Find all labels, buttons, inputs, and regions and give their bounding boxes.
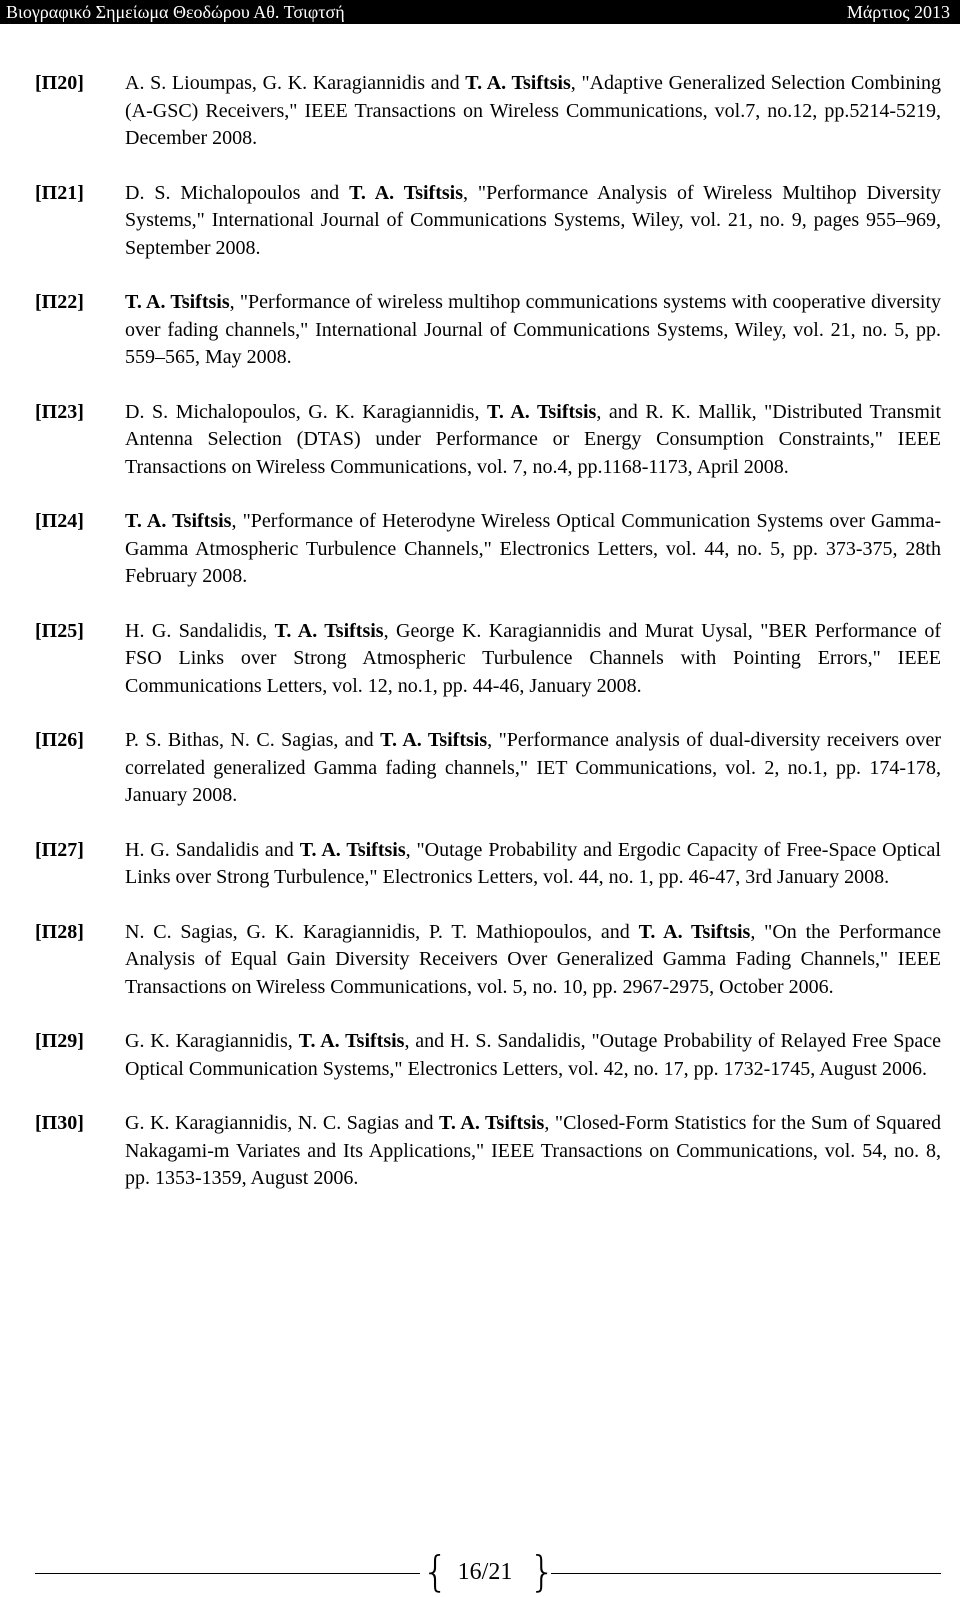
left-brace-icon: {: [422, 1547, 449, 1596]
reference-text: A. S. Lioumpas, G. K. Karagiannidis and T. A. Tsiftsis, "Adaptive Generalized Selection Combining (A-GSC) Receivers," IEEE Transactions on Wireless Communications, vol.7, no.12, pp.5214-5219, December 2008.: [125, 72, 941, 149]
page-number: 16/21: [457, 1559, 513, 1585]
header-title: Βιογραφικό Σημείωμα Θεοδώρου Αθ. Τσιφτσή: [6, 2, 345, 22]
reference-item: [35, 399, 941, 482]
reference-id: [Π20]: [35, 72, 84, 94]
highlighted-author: T. A. Tsiftsis: [125, 291, 230, 313]
reference-id: [Π26]: [35, 729, 84, 751]
reference-list: [35, 70, 941, 1220]
reference-item: [35, 70, 941, 153]
reference-text: T. A. Tsiftsis, "Performance of wireless multihop communications systems with cooperative diversity over fading channels," International Journal of Communications Systems, Wiley, vol. 21, no. 5, pp. 559–565, May 2008.: [125, 291, 941, 368]
reference-text: D. S. Michalopoulos, G. K. Karagiannidis, T. A. Tsiftsis, and R. K. Mallik, "Distributed Transmit Antenna Selection (DTAS) under Performance or Energy Consumption Constraints," IEEE Transactions on Wireless Communications, vol. 7, no.4, pp.1168-1173, April 2008.: [125, 400, 942, 478]
reference-item: [35, 1110, 941, 1193]
reference-item: [35, 1028, 941, 1083]
reference-item: [35, 508, 941, 591]
reference-item: [35, 289, 941, 372]
highlighted-author: T. A. Tsiftsis: [298, 1030, 405, 1052]
reference-text: N. C. Sagias, G. K. Karagiannidis, P. T. Mathiopoulos, and T. A. Tsiftsis, "On the Performance Analysis of Equal Gain Diversity Receivers Over Generalized Gamma Fading Channels," IEEE Transactions on Wireless Communications, vol. 5, no. 10, pp. 2967-2975, October 2006.: [125, 920, 941, 998]
highlighted-author: T. A. Tsiftsis: [638, 920, 751, 943]
reference-text: D. S. Michalopoulos and T. A. Tsiftsis, "Performance Analysis of Wireless Multihop Diversity Systems," International Journal of Communications Systems, Wiley, vol. 21, no. 9, pages 955–969, September 2008.: [125, 181, 942, 259]
highlighted-author: T. A. Tsiftsis: [125, 510, 232, 532]
highlighted-author: T. A. Tsiftsis: [299, 838, 406, 861]
reference-text: P. S. Bithas, N. C. Sagias, and T. A. Tsiftsis, "Performance analysis of dual-diversity receivers over correlated generalized Gamma fading channels," IET Communications, vol. 2, no.1, pp. 174-178, January 2008.: [125, 729, 942, 806]
footer-rule-right: [551, 1573, 941, 1574]
highlighted-author: T. A. Tsiftsis: [465, 72, 571, 94]
reference-text: G. K. Karagiannidis, N. C. Sagias and T. A. Tsiftsis, "Closed-Form Statistics for the Sum of Squared Nakagami-m Variates and Its Applications," IEEE Transactions on Communications, vol. 54, no. 8, pp. 1353-1359, August 2006.: [125, 1112, 942, 1189]
page-footer: [35, 1547, 941, 1596]
highlighted-author: T. A. Tsiftsis: [487, 400, 597, 423]
reference-text: H. G. Sandalidis and T. A. Tsiftsis, "Outage Probability and Ergodic Capacity of Free-Space Optical Links over Strong Turbulence," Electronics Letters, vol. 44, no. 1, pp. 46-47, 3rd January 2008.: [125, 838, 941, 888]
reference-item: [35, 919, 941, 1002]
highlighted-author: T. A. Tsiftsis: [439, 1112, 545, 1134]
page-header: [0, 0, 960, 24]
reference-id: [Π21]: [35, 181, 84, 204]
reference-id: [Π24]: [35, 510, 84, 532]
reference-item: [35, 180, 941, 263]
right-brace-icon: }: [529, 1547, 556, 1596]
reference-text: G. K. Karagiannidis, T. A. Tsiftsis, and H. S. Sandalidis, "Outage Probability of Relayed Free Space Optical Communication Systems," Electronics Letters, vol. 42, no. 17, pp. 1732-1745, August 2006.: [125, 1030, 941, 1080]
reference-id: [Π30]: [35, 1112, 84, 1134]
reference-text: H. G. Sandalidis, T. A. Tsiftsis, George K. Karagiannidis and Murat Uysal, "BER Performance of FSO Links over Strong Atmospheric Turbulence Channels with Pointing Errors," IEEE Communications Letters, vol. 12, no.1, pp. 44-46, January 2008.: [125, 619, 942, 697]
highlighted-author: T. A. Tsiftsis: [380, 729, 488, 751]
reference-item: [35, 727, 941, 810]
reference-text: T. A. Tsiftsis, "Performance of Heterodyne Wireless Optical Communication Systems over Gamma-Gamma Atmospheric Turbulence Channels," Electronics Letters, vol. 44, no. 5, pp. 373-375, 28th February 2008.: [125, 510, 942, 587]
header-date: Μάρτιος 2013: [846, 2, 950, 22]
reference-item: [35, 618, 941, 701]
highlighted-author: T. A. Tsiftsis: [349, 181, 463, 204]
reference-id: [Π27]: [35, 838, 84, 861]
highlighted-author: T. A. Tsiftsis: [274, 619, 384, 642]
reference-id: [Π25]: [35, 619, 84, 642]
reference-id: [Π23]: [35, 400, 84, 423]
reference-id: [Π28]: [35, 920, 84, 943]
reference-id: [Π29]: [35, 1030, 84, 1052]
reference-item: [35, 837, 941, 892]
footer-rule-left: [35, 1573, 420, 1574]
reference-id: [Π22]: [35, 291, 84, 313]
